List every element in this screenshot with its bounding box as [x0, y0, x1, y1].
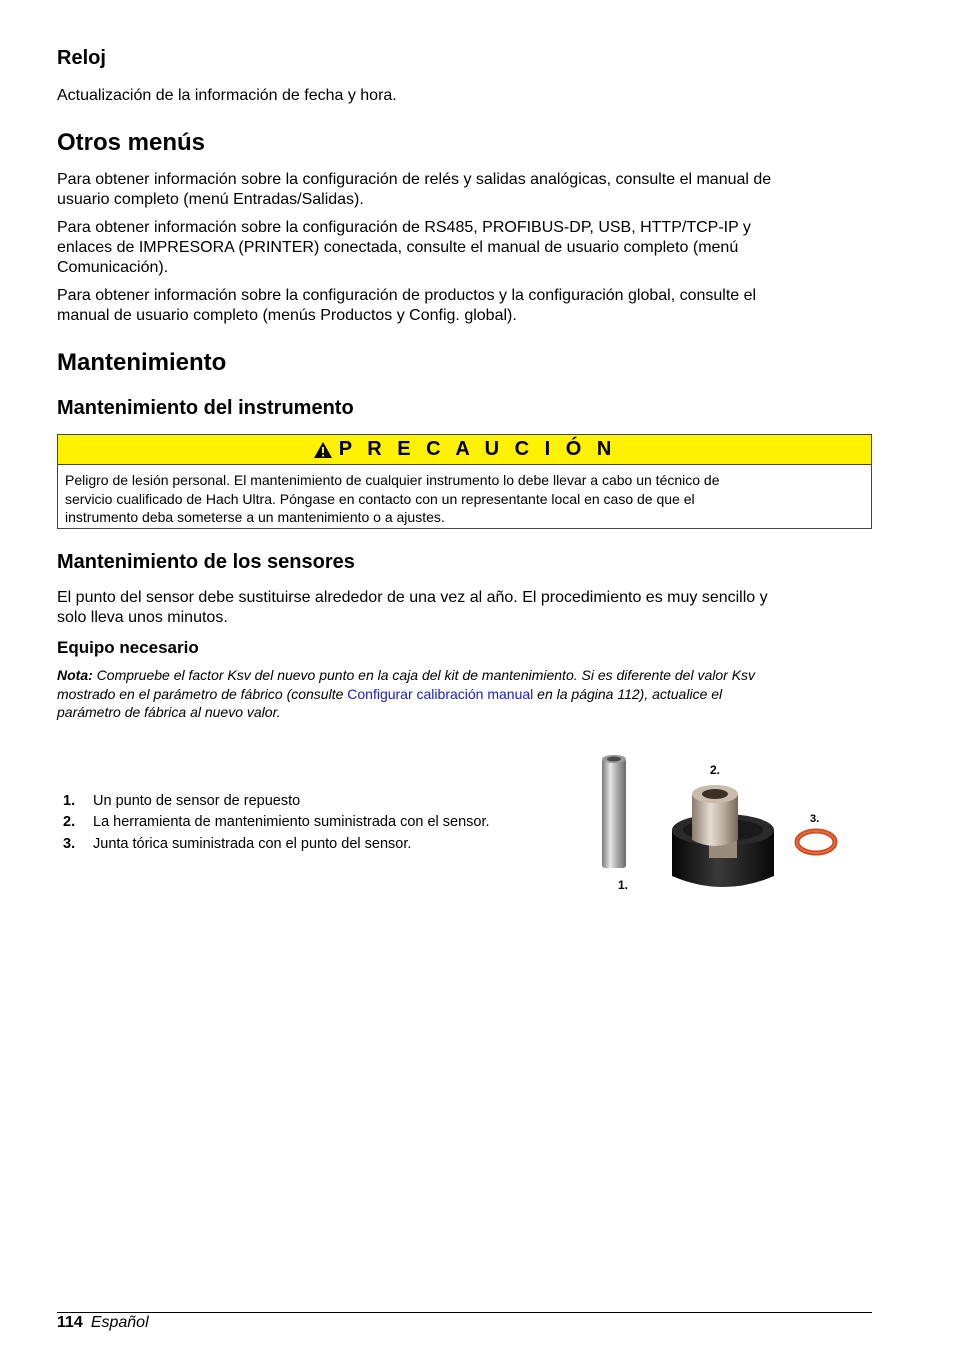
equipment-figure — [592, 748, 850, 900]
figure-label-2: 2. — [710, 763, 721, 777]
otros-paragraph-1 — [57, 170, 771, 210]
calibration-link[interactable]: Configurar calibración manual — [347, 685, 534, 702]
list-item — [63, 814, 490, 830]
caution-header — [58, 435, 871, 465]
list-item-number: 1. — [63, 793, 76, 809]
sensor-spot-image — [602, 755, 626, 868]
page-number: 114 — [57, 1314, 83, 1331]
otros-p3-line1: Para obtener información sobre la configuración de productos y la configuración global, consulte el — [57, 287, 757, 304]
list-item-text: Junta tórica suministrada con el punto del sensor. — [93, 836, 412, 852]
sensores-paragraph — [57, 588, 768, 628]
subsection-title-instrumento: Mantenimiento del instrumento — [57, 397, 354, 419]
figure-label-3: 3. — [810, 813, 820, 825]
otros-p2-line3: Comunicación). — [57, 259, 169, 276]
caution-line3: instrumento deba someterse a un mantenimiento o a ajustes. — [65, 509, 445, 525]
caution-box — [57, 434, 872, 529]
sensores-line1: El punto del sensor debe sustituirse alrededor de una vez al año. El procedimiento es muy sencillo y — [57, 589, 768, 606]
note-line2-pre: mostrado en el parámetro de fábrico (consulte — [57, 685, 348, 702]
list-item — [63, 793, 300, 809]
list-item-text: Un punto de sensor de repuesto — [93, 793, 301, 809]
sensores-line2: solo lleva unos minutos. — [57, 609, 228, 626]
list-item-text: La herramienta de mantenimiento suministrada con el sensor. — [93, 814, 490, 830]
caution-line1: Peligro de lesión personal. El mantenimiento de cualquier instrumento lo debe llevar a cabo un técnico de — [65, 472, 720, 488]
section-title-mantenimiento: Mantenimiento — [57, 349, 227, 376]
footer-language: Español — [90, 1314, 149, 1331]
o-ring-image — [797, 831, 835, 853]
list-item — [63, 836, 411, 852]
note-line3: parámetro de fábrica al nuevo valor. — [57, 704, 281, 720]
note-block — [57, 666, 872, 722]
footer-rule — [57, 1312, 872, 1313]
otros-p2-line1: Para obtener información sobre la configuración de RS485, PROFIBUS-DP, USB, HTTP/TCP-IP y — [57, 219, 751, 236]
warning-icon — [313, 441, 333, 459]
caution-label: P R E C A U C I Ó N — [338, 438, 617, 460]
note-label: Nota: — [57, 667, 93, 683]
section-title-otros: Otros menús — [57, 129, 206, 156]
otros-paragraph-3 — [57, 286, 756, 326]
subsection-title-equipo: Equipo necesario — [57, 638, 199, 657]
list-item-number: 2. — [63, 814, 76, 830]
caution-line2: servicio cualificado de Hach Ultra. Póngase en contacto con un representante local en caso de que el — [65, 490, 695, 507]
caution-text — [58, 465, 871, 533]
otros-p3-line2: manual de usuario completo (menús Productos y Config. global). — [57, 307, 517, 324]
figure-label-1: 1. — [618, 878, 629, 892]
otros-p1-line1: Para obtener información sobre la configuración de relés y salidas analógicas, consulte el manual de — [57, 171, 772, 188]
section-title-reloj: Reloj — [57, 47, 106, 69]
note-line2-post: en la página 112), actualice el — [533, 685, 723, 702]
otros-paragraph-2 — [57, 218, 751, 278]
maintenance-tool-image — [672, 785, 774, 887]
reloj-text: Actualización de la información de fecha y hora. — [57, 87, 397, 104]
subsection-title-sensores: Mantenimiento de los sensores — [57, 551, 355, 573]
list-item-number: 3. — [63, 836, 76, 852]
note-line1: Compruebe el factor Ksv del nuevo punto en la caja del kit de mantenimiento. Si es diferente del valor Ksv — [92, 667, 756, 683]
otros-p1-line2: usuario completo (menú Entradas/Salidas). — [57, 191, 364, 208]
page-footer — [57, 1313, 149, 1333]
otros-p2-line2: enlaces de IMPRESORA (PRINTER) conectada, consulte el manual de usuario completo (menú — [57, 239, 739, 256]
